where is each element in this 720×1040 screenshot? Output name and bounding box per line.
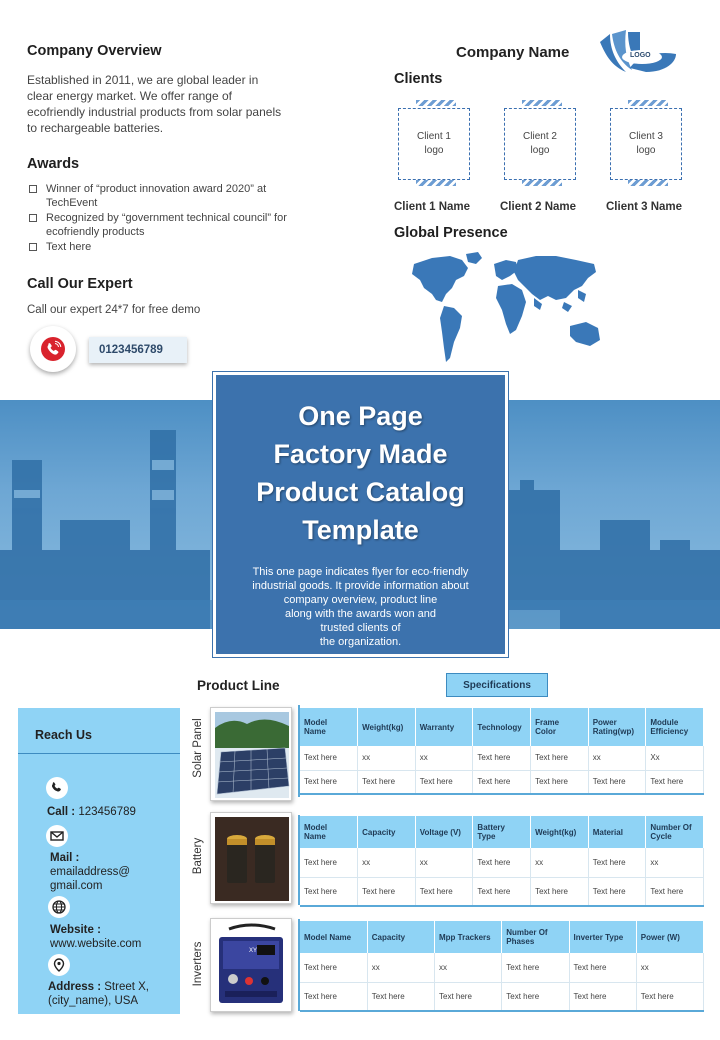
header-text: Capacity xyxy=(371,932,406,942)
client-decoration xyxy=(416,180,456,186)
table-cell: xx xyxy=(435,953,502,982)
hero-description xyxy=(238,565,483,649)
table-header-cell xyxy=(569,921,636,953)
award-line: TechEvent xyxy=(46,197,98,209)
table-cell: Text here xyxy=(473,746,531,770)
table-cell: Text here xyxy=(502,953,569,982)
table-cell: xx xyxy=(531,848,589,877)
header-text: Number Of xyxy=(650,823,692,832)
header-text: Mpp Trackers xyxy=(439,932,491,942)
hero-desc-line: industrial goods. It provide information about xyxy=(252,580,469,592)
header-text: Power (W) xyxy=(640,932,680,942)
table-row xyxy=(300,982,704,1011)
table-cell: Text here xyxy=(300,953,367,982)
header-text: Technology xyxy=(477,722,522,732)
table-header-row xyxy=(300,708,704,746)
award-item xyxy=(28,211,328,239)
call-value[interactable]: 123456789 xyxy=(78,806,136,818)
table-cell: Text here xyxy=(473,770,531,794)
table-header-cell xyxy=(636,921,703,953)
reach-address xyxy=(48,980,178,1008)
table-cell: Text here xyxy=(300,746,358,770)
table-header-row xyxy=(300,816,704,848)
award-line: Recognized by “government technical council” for xyxy=(46,212,287,224)
awards-list xyxy=(28,182,328,255)
product-label-solar-panel: Solar Panel xyxy=(192,718,204,778)
header-text: Capacity xyxy=(362,827,396,837)
solar-panel-image xyxy=(210,707,292,801)
table-header-cell xyxy=(358,816,416,848)
expert-phone-number[interactable]: 0123456789 xyxy=(89,337,187,363)
hero-title xyxy=(216,397,505,549)
client-card xyxy=(608,100,688,186)
client-name: Client 2 Name xyxy=(500,201,577,213)
website-label: Website : xyxy=(50,924,101,936)
client-logo xyxy=(610,108,682,180)
reach-mail xyxy=(50,851,130,893)
table-cell: Text here xyxy=(569,953,636,982)
client-logo-text: logo xyxy=(424,145,444,156)
awards-title: Awards xyxy=(27,156,80,172)
table-cell: Text here xyxy=(646,877,704,906)
table-cell: xx xyxy=(367,953,434,982)
hero-title-card xyxy=(213,372,508,657)
table-row xyxy=(300,770,704,794)
award-line: Text here xyxy=(46,241,92,253)
header-text: Number Of xyxy=(506,928,548,937)
spec-table-battery xyxy=(300,816,704,907)
table-row xyxy=(300,877,704,906)
company-logo xyxy=(596,28,680,76)
table-cell: Text here xyxy=(358,877,416,906)
table-cell: Text here xyxy=(300,982,367,1011)
table-cell: Text here xyxy=(300,770,358,794)
table-cell: xx xyxy=(588,746,646,770)
table-cell: Text here xyxy=(300,848,358,877)
client-name: Client 1 Name xyxy=(394,201,471,213)
header-text: Color xyxy=(535,727,556,736)
client-card xyxy=(502,100,582,186)
header-text: Material xyxy=(592,827,623,837)
hero-title-line: Product Catalog xyxy=(256,477,465,507)
hero-desc-line: This one page indicates flyer for eco-friendly xyxy=(252,566,469,578)
header-text: Warranty xyxy=(419,722,455,732)
table-row xyxy=(300,953,704,982)
award-line: ecofriendly products xyxy=(46,226,145,238)
client-logo-text: logo xyxy=(530,145,550,156)
product-label-inverters: Inverters xyxy=(192,941,204,987)
table-header-cell xyxy=(502,921,569,953)
table-cell: Text here xyxy=(588,877,646,906)
table-header-cell xyxy=(415,816,473,848)
table-header-cell xyxy=(300,816,358,848)
client-decoration xyxy=(416,100,456,106)
table-cell: Xx xyxy=(646,746,704,770)
header-text: Module xyxy=(650,718,679,727)
header-text: Name xyxy=(304,832,326,841)
globe-icon xyxy=(48,896,70,918)
table-cell: Text here xyxy=(646,770,704,794)
table-header-cell xyxy=(300,708,358,746)
table-header-cell xyxy=(358,708,416,746)
table-cell: Text here xyxy=(415,877,473,906)
client-logo-text: Client 1 xyxy=(417,131,451,142)
client-logo-text: Client 2 xyxy=(523,131,557,142)
client-decoration xyxy=(628,180,668,186)
table-header-cell xyxy=(415,708,473,746)
table-header-cell xyxy=(473,816,531,848)
company-name: Company Name xyxy=(456,44,570,61)
table-cell: xx xyxy=(636,953,703,982)
hero-desc-line: along with the awards won and xyxy=(284,608,437,620)
header-text: Type xyxy=(477,832,496,841)
table-header-cell xyxy=(473,708,531,746)
address-value: Street X, xyxy=(104,981,149,993)
specifications-button[interactable]: Specifications xyxy=(446,673,548,697)
battery-image xyxy=(210,812,292,904)
client-name: Client 3 Name xyxy=(606,201,683,213)
table-cell: Text here xyxy=(531,877,589,906)
table-cell: Text here xyxy=(473,848,531,877)
table-cell: Text here xyxy=(435,982,502,1011)
table-cell: Text here xyxy=(588,848,646,877)
checkbox-bullet-icon xyxy=(29,214,37,222)
svg-text:XY: XY xyxy=(249,948,258,954)
table-header-cell xyxy=(531,708,589,746)
header-text: Power xyxy=(592,718,617,727)
expert-text: Call our expert 24*7 for free demo xyxy=(27,304,201,316)
table-cell: Text here xyxy=(502,982,569,1011)
client-logo xyxy=(504,108,576,180)
call-label: Call : xyxy=(47,806,76,818)
spec-table-inverters xyxy=(300,921,704,1012)
mail-value[interactable]: gmail.com xyxy=(50,880,103,892)
award-item xyxy=(28,240,328,254)
table-header-cell xyxy=(435,921,502,953)
client-card xyxy=(396,100,476,186)
table-header-cell xyxy=(300,921,367,953)
table-header-cell xyxy=(588,708,646,746)
reach-call xyxy=(47,805,136,819)
address-label: Address : xyxy=(48,981,102,993)
table-header-row xyxy=(300,921,704,953)
checkbox-bullet-icon xyxy=(29,185,37,193)
table-cell: xx xyxy=(646,848,704,877)
header-text: Inverter Type xyxy=(573,932,624,942)
table-cell: Text here xyxy=(367,982,434,1011)
award-line: Winner of “product innovation award 2020” at xyxy=(46,183,267,195)
clients-title: Clients xyxy=(394,71,443,87)
table-cell: Text here xyxy=(569,982,636,1011)
header-text: Weight(kg) xyxy=(535,827,577,837)
client-logo-text: logo xyxy=(636,145,656,156)
overview-line: to rechargeable batteries. xyxy=(27,121,164,135)
table-row xyxy=(300,848,704,877)
product-line-title: Product Line xyxy=(197,678,280,693)
client-decoration xyxy=(522,180,562,186)
table-header-cell xyxy=(646,708,704,746)
table-cell: xx xyxy=(358,746,416,770)
header-text: Name xyxy=(304,727,326,736)
header-text: Voltage (V) xyxy=(419,827,461,837)
header-text: Cycle xyxy=(650,832,672,841)
mail-icon xyxy=(46,825,68,847)
phone-icon xyxy=(46,777,68,799)
award-item xyxy=(28,182,328,210)
client-decoration xyxy=(628,100,668,106)
table-cell: Text here xyxy=(300,877,358,906)
divider xyxy=(18,753,180,754)
hero-desc-line: the organization. xyxy=(319,636,402,648)
table-cell: xx xyxy=(358,848,416,877)
table-cell: Text here xyxy=(636,982,703,1011)
table-cell: Text here xyxy=(531,770,589,794)
overview-line: clear energy market. We offer range of xyxy=(27,89,232,103)
header-text: Weight(kg) xyxy=(362,722,404,732)
header-text: Model Name xyxy=(304,932,352,942)
mail-value[interactable]: emailaddress@ xyxy=(50,866,131,878)
overview-line: ecofriendly industrial products from solar panels xyxy=(27,105,282,119)
table-row xyxy=(300,746,704,770)
product-label-battery: Battery xyxy=(192,837,204,875)
header-text: Phases xyxy=(506,937,535,946)
address-value: (city_name), USA xyxy=(48,995,139,1007)
header-text: Model xyxy=(304,823,328,832)
table-cell: Text here xyxy=(531,746,589,770)
table-header-cell xyxy=(531,816,589,848)
header-text: Frame xyxy=(535,718,560,727)
table-cell: xx xyxy=(415,848,473,877)
global-presence-title: Global Presence xyxy=(394,225,508,241)
world-map xyxy=(406,250,606,368)
spec-table-solar-panel xyxy=(300,708,704,795)
table-cell: Text here xyxy=(358,770,416,794)
logo-text: LOGO xyxy=(630,52,651,59)
reach-us-panel xyxy=(18,708,180,1014)
hero-title-line: One Page xyxy=(298,401,423,431)
overview-text xyxy=(27,72,317,136)
mail-label: Mail : xyxy=(50,852,80,864)
location-pin-icon xyxy=(48,954,70,976)
inverter-image xyxy=(210,918,292,1012)
hero-desc-line: trusted clients of xyxy=(320,622,401,634)
header-text: Battery xyxy=(477,823,505,832)
table-header-cell xyxy=(646,816,704,848)
table-cell: Text here xyxy=(415,770,473,794)
phone-ring-icon[interactable] xyxy=(30,326,76,372)
overview-title: Company Overview xyxy=(27,43,162,59)
reach-website xyxy=(50,923,141,951)
reach-us-title: Reach Us xyxy=(35,728,92,742)
client-logo-text: Client 3 xyxy=(629,131,663,142)
table-header-cell xyxy=(588,816,646,848)
table-cell: xx xyxy=(415,746,473,770)
hero-title-line: Template xyxy=(302,515,419,545)
client-logo xyxy=(398,108,470,180)
overview-line: Established in 2011, we are global leader in xyxy=(27,73,259,87)
table-cell: Text here xyxy=(473,877,531,906)
website-value[interactable]: www.website.com xyxy=(50,938,142,950)
header-text: Model xyxy=(304,718,328,727)
table-header-cell xyxy=(367,921,434,953)
checkbox-bullet-icon xyxy=(29,243,37,251)
table-cell: Text here xyxy=(588,770,646,794)
expert-title: Call Our Expert xyxy=(27,276,133,292)
hero-desc-line: company overview, product line xyxy=(283,594,438,606)
header-text: Efficiency xyxy=(650,727,689,736)
hero-title-line: Factory Made xyxy=(273,439,448,469)
header-text: Rating(wp) xyxy=(592,727,635,736)
client-decoration xyxy=(522,100,562,106)
